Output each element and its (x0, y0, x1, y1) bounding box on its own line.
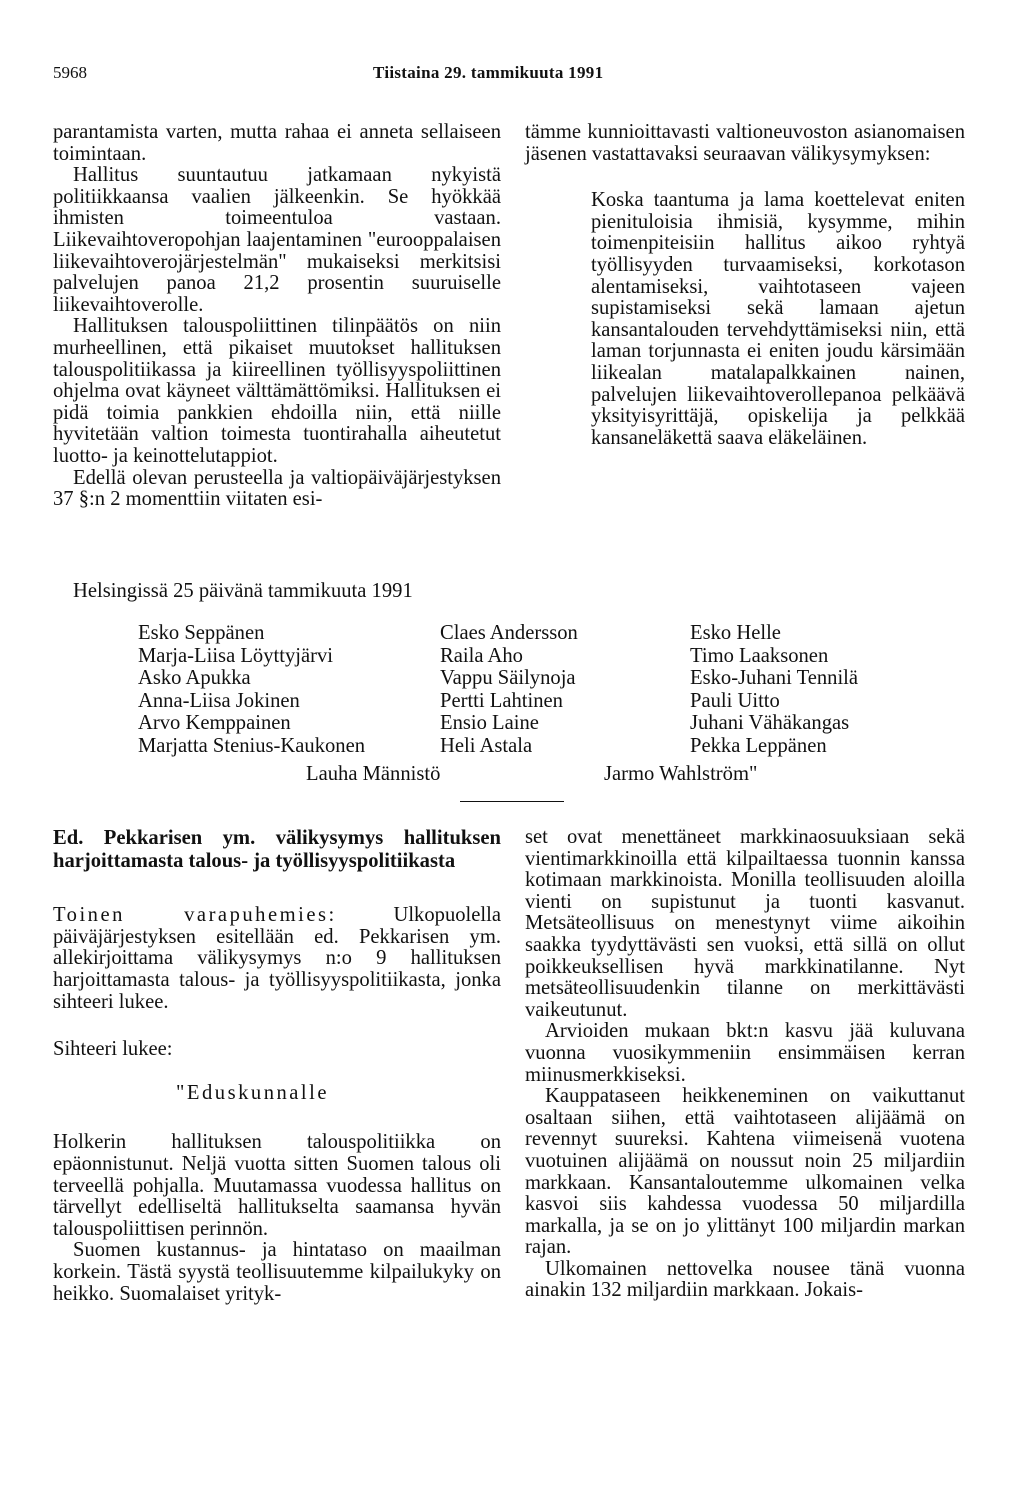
page-number: 5968 (53, 63, 87, 82)
signatory: Ensio Laine (440, 712, 539, 734)
signatory: Anna-Liisa Jokinen (138, 689, 300, 712)
signature-column-1 (138, 622, 365, 757)
paragraph: parantamista varten, mutta rahaa ei anneta sellaiseen toimintaan. (53, 121, 501, 165)
paragraph: Hallituksen talouspoliittinen tilinpäätös on niin murheellinen, että pikaiset muutokset hallituksen talouspolitiikassa ja kiireellinen työllisyyspoliittinen ohjelma ovat käyneet välttämättömiksi. Hallituksen ei pidä toimia pankkien ehdoilla niin, että niille hyvitetään valtion toimesta tuontirahalla aiheutetut luotto- ja keinottelutappiot. (53, 315, 501, 467)
paragraph: Suomen kustannus- ja hintataso on maailman korkein. Tästä syystä teollisuutemme kilpailukyky on heikko. Suomalaiset yrityk- (53, 1239, 501, 1305)
top-left-column (53, 122, 501, 511)
signatory: Heli Astala (440, 734, 533, 757)
signatory: Pauli Uitto (690, 689, 780, 712)
signatory: Esko Seppänen (138, 622, 265, 644)
paragraph: tämme kunnioittavasti valtioneuvoston asianomaisen jäsenen vastattavaksi seuraavan välikysymyksen: (525, 121, 965, 165)
address-line: "Eduskunnalle (176, 1081, 330, 1104)
signatory: Raila Aho (440, 644, 523, 667)
signatory: Esko Helle (690, 622, 781, 644)
signatory: Pertti Lahtinen (440, 689, 563, 712)
signatory: Asko Apukka (138, 667, 251, 689)
secretary-line: Sihteeri lukee: (53, 1038, 173, 1061)
signatory: Lauha Männistö (306, 763, 441, 785)
header-date: Tiistaina 29. tammikuuta 1991 (373, 63, 604, 82)
paragraph: Arvioiden mukaan bkt:n kasvu jää kuluvana vuonna vuosikymmeniin ensimmäisen kerran miinusmerkkiseksi. (525, 1020, 965, 1086)
signatory: Juhani Vähäkangas (690, 712, 850, 734)
page-header (53, 63, 963, 87)
paragraph: Kauppataseen heikkeneminen on vaikuttanut osaltaan siihen, että vaihtotaseen alijäämä on revennyt suureksi. Kahtena viimeisenä vuotena vuotuinen alijäämä on noussut noin 25 miljardiin markkaan. Kansantaloutemme ulkomainen velka kasvoi siis kahdessa vuodessa 50 miljardilla markalla, ja se on jo ylittänyt 100 miljardin markan rajan. (525, 1085, 965, 1259)
section-divider (460, 801, 564, 802)
signatory: Vappu Säilynoja (440, 667, 576, 689)
paragraph: set ovat menettäneet markkinaosuuksiaan sekä vientimarkkinoilla että kilpailtaessa tuonnin kanssa kotimaan markkinoista. Monilla teollisuuden aloilla vienti on supistunut ja tuonti kasvanut. Metsäteollisuus on menestynyt viime aikoihin saakka tyydyttävästi sen vuoksi, että sillä on ollut poikkeuksellisen hyvä markkinatilanne. Nyt metsäteollisuudenkin tilanne on merkittävästi vaikeutunut. (525, 826, 965, 1021)
speaker-role: Toinen varapuhemies: (53, 904, 337, 927)
signature-column-2 (440, 622, 578, 757)
signatory: Timo Laaksonen (690, 644, 829, 667)
paragraph: Edellä olevan perusteella ja valtiopäiväjärjestyksen 37 §:n 2 momenttiin viitaten esi- (53, 466, 501, 511)
speaker-paragraph (53, 905, 501, 1013)
signatory: Jarmo Wahlström" (604, 763, 758, 785)
signatory: Esko-Juhani Tennilä (690, 667, 859, 689)
bottom-left-column (53, 827, 501, 1305)
section-heading: Ed. Pekkarisen ym. välikysymys hallituksen harjoittamasta talous- ja työllisyyspolitiikasta (53, 827, 501, 872)
paragraph: Holkerin hallituksen talouspolitiikka on epäonnistunut. Neljä vuotta sitten Suomen talous oli terveellä pohjalla. Muutamassa vuodessa hallitus on tärvellyt edelliseltä hallitukselta saamansa hyvän talouspoliittisen perinnön. (53, 1131, 501, 1240)
signatory: Claes Andersson (440, 622, 578, 644)
paragraph: Ulkomainen nettovelka nousee tänä vuonna ainakin 132 miljardiin markkaan. Jokais- (525, 1257, 965, 1302)
signature-column-3 (690, 622, 858, 757)
interpellation-question: Koska taantuma ja lama koettelevat eniten pienituloisia ihmisiä, kysymme, mihin toimenpiteisiin hallitus aikoo ryhtyä työllisyyden turvaamiseksi, korkotason alentamiseksi, vaihtotaseen vajeen supistamiseksi sekä lamaan ajetun kansantalouden tervehdyttämiseksi niin, että laman torjunnasta ei eniten joudu kärsimään liikealan matalapalkkainen nainen, palvelujen liikevaihtoverollepanoa pelkäävä yksityisyrittäjä, opiskelija ja pelkkää kansaneläkettä saava eläkeläinen. (591, 189, 965, 449)
signatory: Pekka Leppänen (690, 734, 827, 757)
paragraph: Hallitus suuntautuu jatkamaan nykyistä politiikkaansa vaalien jälkeenkin. Se hyökkää ihmisten toimeentuloa vastaan. Liikevaihtoveropohjan laajentaminen "eurooppalaisen liikevaihtoverojärjestelmän" mukaiseksi merkitsisi palvelujen panoa 21,2 prosentin suuruiselle liikevaihtoverolle. (53, 164, 501, 316)
place-date: Helsingissä 25 päivänä tammikuuta 1991 (73, 580, 413, 602)
signatory: Marjatta Stenius-Kaukonen (138, 734, 366, 757)
signatory: Arvo Kemppainen (138, 712, 291, 734)
signatory: Marja-Liisa Löyttyjärvi (138, 644, 334, 667)
bottom-right-column (525, 827, 965, 1302)
top-right-column (525, 122, 965, 449)
speaker-text: Ulkopuolella päiväjärjestyksen esitellään ed. Pekkarisen ym. allekirjoittama välikysymys n:o 9 hallituksen harjoittamasta talous- ja työllisyyspolitiikasta, jonka sihteeri lukee. (53, 904, 501, 1013)
